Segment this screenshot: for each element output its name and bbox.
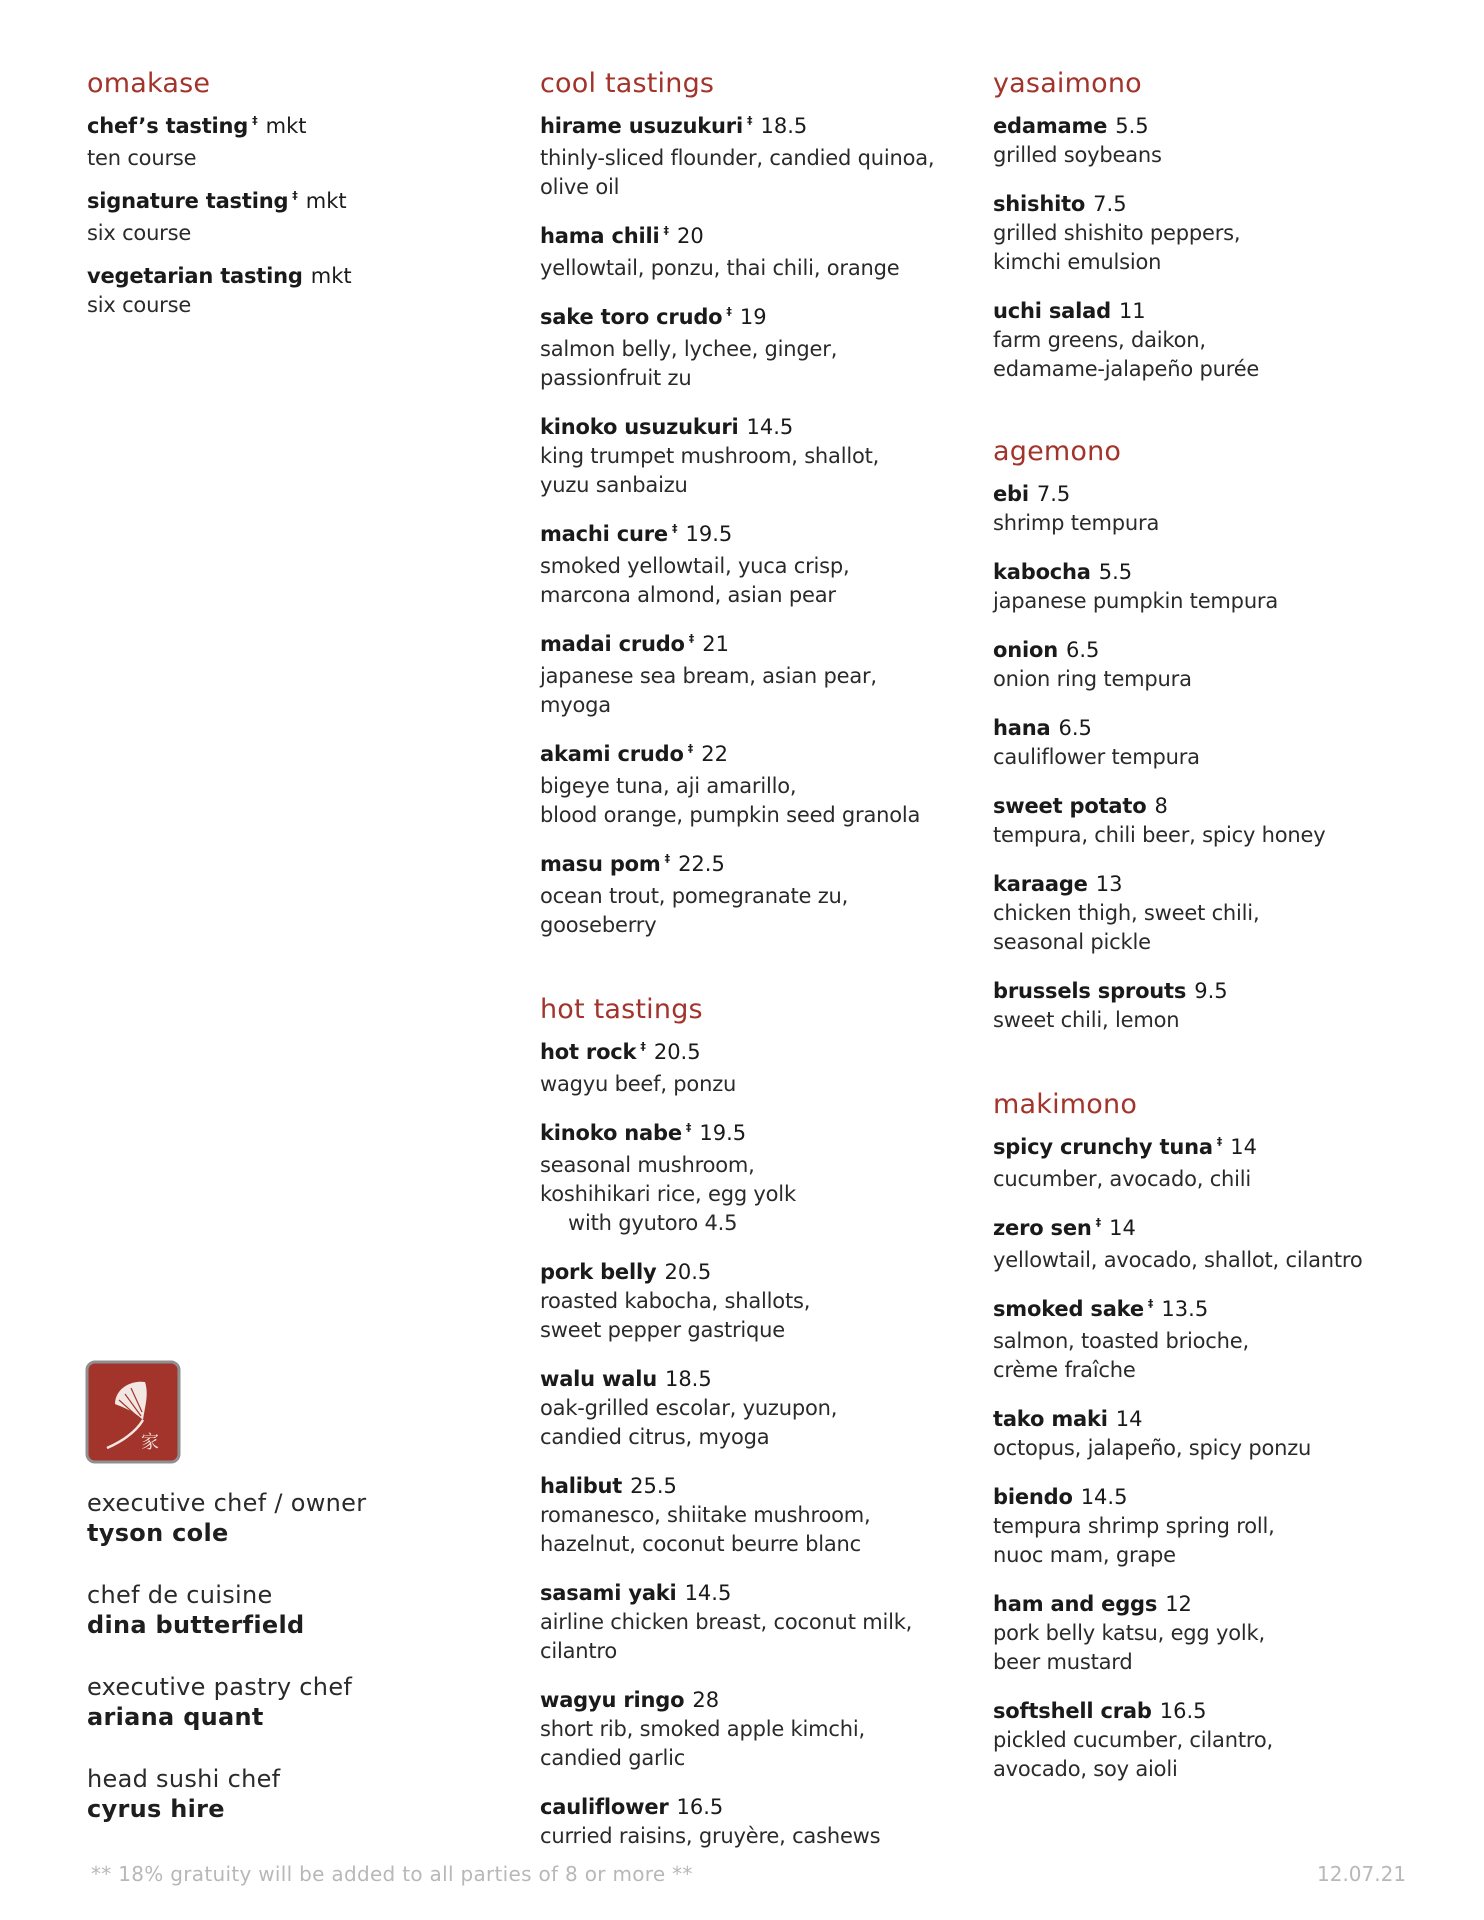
menu-item-header (540, 740, 960, 772)
menu-item (993, 1405, 1413, 1463)
dish-name: hot rock (540, 1040, 637, 1064)
menu-item (993, 714, 1413, 772)
dish-name: halibut (540, 1474, 623, 1498)
description-line: yuzu sanbaizu (540, 473, 688, 497)
dish-price: 7.5 (1036, 482, 1071, 506)
raw-item-mark: ‡ (1147, 1297, 1154, 1310)
menu-item (993, 112, 1413, 170)
dish-description (540, 1715, 960, 1773)
menu-item (87, 187, 447, 248)
menu-item (993, 977, 1413, 1035)
dish-name: brussels sprouts (993, 979, 1187, 1003)
description-line: gooseberry (540, 913, 657, 937)
staff-credit (87, 1580, 447, 1640)
dish-name: hirame usuzukuri (540, 114, 743, 138)
staff-credit (87, 1764, 447, 1824)
menu-item (993, 1133, 1413, 1194)
description-line: beer mustard (993, 1650, 1133, 1674)
dish-price: 18.5 (664, 1367, 712, 1391)
dish-description (993, 665, 1413, 694)
dish-price: mkt (305, 189, 347, 213)
staff-name: dina butterfield (87, 1611, 305, 1639)
dish-description (87, 219, 447, 248)
dish-price: 5.5 (1115, 114, 1149, 138)
menu-item-header (540, 112, 960, 144)
dish-name: signature tasting (87, 189, 289, 213)
menu-item (540, 1579, 960, 1666)
dish-name: chef’s tasting (87, 114, 249, 138)
dish-price: 13.5 (1161, 1297, 1209, 1321)
description-line: onion ring tempura (993, 667, 1192, 691)
description-line: smoked yellowtail, yuca crisp, (540, 554, 850, 578)
menu-item (993, 297, 1413, 384)
description-line: japanese pumpkin tempura (993, 589, 1279, 613)
dish-price: 22 (701, 742, 728, 766)
menu-item (540, 222, 960, 283)
dish-description (993, 326, 1413, 384)
description-line: olive oil (540, 175, 620, 199)
menu-item (540, 630, 960, 720)
column-middle (540, 64, 960, 1871)
dish-description (993, 1246, 1413, 1275)
menu-item-header (540, 1472, 960, 1501)
menu-item-header (87, 262, 447, 291)
dish-description (993, 587, 1413, 616)
section-title-makimono: makimono (993, 1089, 1138, 1120)
description-line: cucumber, avocado, chili (993, 1167, 1252, 1191)
menu-item (87, 112, 447, 173)
menu-item-header (540, 1258, 960, 1287)
dish-name: sake toro crudo (540, 305, 723, 329)
dish-price: 6.5 (1065, 638, 1100, 662)
description-line: candied garlic (540, 1746, 686, 1770)
section-title-omakase: omakase (87, 68, 211, 99)
dish-description (540, 1608, 960, 1666)
staff-role: executive chef / owner (87, 1489, 367, 1517)
menu-item (993, 190, 1413, 277)
dish-description (993, 141, 1413, 170)
dish-description (993, 1006, 1413, 1035)
raw-item-mark: ‡ (1216, 1135, 1223, 1148)
menu-item-header (993, 714, 1413, 743)
menu-item-header (993, 480, 1413, 509)
dish-price: 28 (692, 1688, 720, 1712)
cool-tastings-list (540, 112, 960, 940)
description-line: shrimp tempura (993, 511, 1160, 535)
menu-item (540, 1686, 960, 1773)
dish-description (540, 254, 960, 283)
dish-price: 19 (739, 305, 767, 329)
dish-price: 11 (1118, 299, 1146, 323)
menu-item-header (993, 1295, 1413, 1327)
description-line: short rib, smoked apple kimchi, (540, 1717, 865, 1741)
dish-name: edamame (993, 114, 1108, 138)
menu-item-header (540, 630, 960, 662)
dish-description (993, 1434, 1413, 1463)
raw-item-mark: ‡ (685, 1121, 692, 1134)
section-title-agemono: agemono (993, 436, 1122, 467)
dish-price: 6.5 (1058, 716, 1092, 740)
raw-item-mark: ‡ (252, 114, 258, 127)
menu-date: 12.07.21 (1317, 1862, 1407, 1886)
menu-item-header (540, 850, 960, 882)
dish-name: kinoko usuzukuri (540, 415, 739, 439)
dish-name: hama chili (540, 224, 660, 248)
dish-price: 14.5 (746, 415, 794, 439)
description-line: myoga (540, 693, 611, 717)
description-line: marcona almond, asian pear (540, 583, 836, 607)
dish-name: karaage (993, 872, 1088, 896)
menu-item-header (993, 1590, 1413, 1619)
description-line: kimchi emulsion (993, 250, 1162, 274)
description-line: thinly-sliced flounder, candied quinoa, (540, 146, 935, 170)
dish-name: masu pom (540, 852, 661, 876)
logo-glyph: 家 (141, 1432, 159, 1453)
menu-item-header (540, 1119, 960, 1151)
menu-item-header (540, 303, 960, 335)
dish-price: 13 (1095, 872, 1123, 896)
description-line: pork belly katsu, egg yolk, (993, 1621, 1265, 1645)
dish-price: 16.5 (676, 1795, 724, 1819)
menu-item-header (540, 520, 960, 552)
description-line: romanesco, shiitake mushroom, (540, 1503, 871, 1527)
description-line: crème fraîche (993, 1358, 1136, 1382)
menu-item (993, 1697, 1413, 1784)
makimono-list (993, 1133, 1413, 1784)
menu-item-header (993, 870, 1413, 899)
menu-item-header (540, 413, 960, 442)
dish-name: ham and eggs (993, 1592, 1158, 1616)
menu-item-header (993, 1483, 1413, 1512)
description-line: hazelnut, coconut beurre blanc (540, 1532, 861, 1556)
menu-item-header (993, 1697, 1413, 1726)
description-line: bigeye tuna, aji amarillo, (540, 774, 797, 798)
description-line: salmon belly, lychee, ginger, (540, 337, 838, 361)
description-line: grilled shishito peppers, (993, 221, 1241, 245)
menu-item (993, 636, 1413, 694)
description-line: tempura, chili beer, spicy honey (993, 823, 1326, 847)
description-line: tempura shrimp spring roll, (993, 1514, 1275, 1538)
dish-name: vegetarian tasting (87, 264, 303, 288)
menu-item (540, 520, 960, 610)
dish-name: softshell crab (993, 1699, 1152, 1723)
dish-description (993, 1327, 1413, 1385)
description-line: avocado, soy aioli (993, 1757, 1178, 1781)
description-line: koshihikari rice, egg yolk (540, 1182, 796, 1206)
staff-role: chef de cuisine (87, 1581, 273, 1609)
dish-description (993, 1165, 1413, 1194)
section-title-hot-tastings: hot tastings (540, 994, 703, 1025)
menu-item-header (87, 112, 447, 144)
raw-item-mark: ‡ (687, 742, 694, 755)
dish-description (87, 291, 447, 320)
dish-name: madai crudo (540, 632, 685, 656)
dish-price: 21 (702, 632, 730, 656)
dish-description (540, 1822, 960, 1851)
agemono-list (993, 480, 1413, 1035)
description-line: pickled cucumber, cilantro, (993, 1728, 1273, 1752)
dish-price: 20 (676, 224, 704, 248)
description-line: sweet chili, lemon (993, 1008, 1180, 1032)
dish-description (993, 219, 1413, 277)
dish-description (540, 144, 960, 202)
dish-price: 7.5 (1093, 192, 1127, 216)
dish-description (540, 662, 960, 720)
dish-name: ebi (993, 482, 1029, 506)
dish-price: 25.5 (630, 1474, 677, 1498)
dish-description (540, 1394, 960, 1452)
dish-price: 8 (1154, 794, 1168, 818)
description-line: nuoc mam, grape (993, 1543, 1176, 1567)
raw-item-mark: ‡ (664, 852, 671, 865)
dish-description (540, 552, 960, 610)
menu-item-header (993, 558, 1413, 587)
description-line: chicken thigh, sweet chili, (993, 901, 1260, 925)
menu-item (540, 1472, 960, 1559)
dish-name: kinoko nabe (540, 1121, 682, 1145)
menu-item-header (993, 1405, 1413, 1434)
menu-item-header (993, 1133, 1413, 1165)
menu-item-header (540, 1793, 960, 1822)
dish-price: mkt (310, 264, 352, 288)
dish-name: pork belly (540, 1260, 657, 1284)
menu-item (540, 1365, 960, 1452)
description-line: ten course (87, 146, 197, 170)
description-line: yellowtail, avocado, shallot, cilantro (993, 1248, 1363, 1272)
dish-description (540, 1151, 960, 1238)
dish-description (993, 1726, 1413, 1784)
staff-name: ariana quant (87, 1703, 264, 1731)
menu-item (540, 1793, 960, 1851)
dish-name: machi cure (540, 522, 668, 546)
menu-item (993, 792, 1413, 850)
staff-role: executive pastry chef (87, 1673, 353, 1701)
description-line: wagyu beef, ponzu (540, 1072, 737, 1096)
menu-item-header (540, 1686, 960, 1715)
description-line: salmon, toasted brioche, (993, 1329, 1249, 1353)
menu-item-header (87, 187, 447, 219)
menu-item (540, 303, 960, 393)
raw-item-mark: ‡ (746, 114, 753, 127)
menu-item-header (540, 1038, 960, 1070)
description-line: king trumpet mushroom, shallot, (540, 444, 880, 468)
description-line: edamame-jalapeño purée (993, 357, 1260, 381)
dish-name: kabocha (993, 560, 1091, 584)
dish-price: 18.5 (760, 114, 808, 138)
raw-item-mark: ‡ (688, 632, 695, 645)
description-line: octopus, jalapeño, spicy ponzu (993, 1436, 1312, 1460)
dish-price: 20.5 (664, 1260, 712, 1284)
dish-description (540, 1501, 960, 1559)
dish-description (993, 509, 1413, 538)
staff-credit (87, 1672, 447, 1732)
description-line: blood orange, pumpkin seed granola (540, 803, 921, 827)
column-left (87, 64, 447, 334)
menu-item-header (993, 190, 1413, 219)
dish-description (993, 1512, 1413, 1570)
dish-price: 9.5 (1194, 979, 1228, 1003)
staff-name: cyrus hire (87, 1795, 225, 1823)
raw-item-mark: ‡ (663, 224, 669, 237)
dish-name: walu walu (540, 1367, 657, 1391)
staff-role: head sushi chef (87, 1765, 281, 1793)
section-title-cool-tastings: cool tastings (540, 68, 715, 99)
dish-price: 20.5 (653, 1040, 701, 1064)
menu-item (993, 558, 1413, 616)
description-line: airline chicken breast, coconut milk, (540, 1610, 913, 1634)
raw-item-mark: ‡ (671, 522, 678, 535)
dish-price: 14.5 (684, 1581, 732, 1605)
menu-item (540, 850, 960, 940)
description-line: six course (87, 293, 192, 317)
dish-description (540, 772, 960, 830)
description-line: curried raisins, gruyère, cashews (540, 1824, 881, 1848)
dish-addon: with gyutoro 4.5 (568, 1211, 738, 1235)
dish-description (540, 442, 960, 500)
description-line: seasonal pickle (993, 930, 1151, 954)
dish-name: smoked sake (993, 1297, 1144, 1321)
description-line: sweet pepper gastrique (540, 1318, 786, 1342)
dish-price: 14 (1115, 1407, 1143, 1431)
dish-description (993, 821, 1413, 850)
raw-item-mark: ‡ (640, 1040, 646, 1053)
menu-item-header (540, 1579, 960, 1608)
menu-item (993, 1214, 1413, 1275)
menu-item-header (993, 792, 1413, 821)
menu-item (993, 870, 1413, 957)
menu-item (540, 1038, 960, 1099)
dish-price: mkt (265, 114, 307, 138)
description-line: oak-grilled escolar, yuzupon, (540, 1396, 838, 1420)
omakase-list (87, 112, 447, 320)
description-line: ocean trout, pomegranate zu, (540, 884, 849, 908)
menu-item-header (993, 1214, 1413, 1246)
menu-item (540, 413, 960, 500)
dish-name: wagyu ringo (540, 1688, 685, 1712)
description-line: farm greens, daikon, (993, 328, 1206, 352)
dish-price: 16.5 (1159, 1699, 1207, 1723)
description-line: six course (87, 221, 192, 245)
dish-price: 12 (1165, 1592, 1192, 1616)
menu-item (993, 1590, 1413, 1677)
menu-item-header (540, 222, 960, 254)
dish-name: sasami yaki (540, 1581, 677, 1605)
column-right (993, 64, 1413, 1804)
menu-item-header (993, 297, 1413, 326)
dish-price: 14 (1109, 1216, 1136, 1240)
ginkgo-leaf-logo-icon (85, 1360, 181, 1464)
dish-description (540, 1070, 960, 1099)
dish-price: 19.5 (699, 1121, 747, 1145)
menu-item-header (993, 636, 1413, 665)
dish-description (993, 743, 1413, 772)
raw-item-mark: ‡ (726, 305, 732, 318)
dish-name: shishito (993, 192, 1086, 216)
dish-name: hana (993, 716, 1051, 740)
staff-name: tyson cole (87, 1519, 229, 1547)
dish-name: cauliflower (540, 1795, 669, 1819)
staff-credit (87, 1488, 447, 1548)
description-line: yellowtail, ponzu, thai chili, orange (540, 256, 900, 280)
hot-tastings-list (540, 1038, 960, 1851)
dish-description (993, 1619, 1413, 1677)
dish-name: spicy crunchy tuna (993, 1135, 1213, 1159)
menu-item (540, 1119, 960, 1238)
menu-item (540, 740, 960, 830)
dish-name: onion (993, 638, 1058, 662)
description-line: cilantro (540, 1639, 618, 1663)
description-line: grilled soybeans (993, 143, 1162, 167)
dish-description (540, 882, 960, 940)
dish-name: zero sen (993, 1216, 1092, 1240)
dish-price: 19.5 (685, 522, 733, 546)
description-line: roasted kabocha, shallots, (540, 1289, 811, 1313)
dish-price: 5.5 (1098, 560, 1133, 584)
description-line: passionfruit zu (540, 366, 692, 390)
dish-name: sweet potato (993, 794, 1147, 818)
dish-name: uchi salad (993, 299, 1111, 323)
dish-name: akami crudo (540, 742, 684, 766)
menu-item (993, 1483, 1413, 1570)
description-line: seasonal mushroom, (540, 1153, 755, 1177)
dish-description (540, 1287, 960, 1345)
menu-item (993, 1295, 1413, 1385)
menu-item-header (993, 112, 1413, 141)
menu-item (87, 262, 447, 320)
dish-price: 22.5 (678, 852, 725, 876)
description-line: cauliflower tempura (993, 745, 1200, 769)
menu-item (993, 480, 1413, 538)
dish-description (87, 144, 447, 173)
menu-item-header (540, 1365, 960, 1394)
description-line: japanese sea bream, asian pear, (540, 664, 877, 688)
dish-name: tako maki (993, 1407, 1108, 1431)
section-title-yasaimono: yasaimono (993, 68, 1142, 99)
dish-description (540, 335, 960, 393)
dish-description (993, 899, 1413, 957)
menu-item (540, 1258, 960, 1345)
description-line: candied citrus, myoga (540, 1425, 770, 1449)
yasaimono-list (993, 112, 1413, 384)
menu-item-header (993, 977, 1413, 1006)
raw-item-mark: ‡ (1095, 1216, 1102, 1229)
menu-item (540, 112, 960, 202)
raw-item-mark: ‡ (292, 189, 298, 202)
dish-price: 14.5 (1080, 1485, 1128, 1509)
gratuity-note: ** 18% gratuity will be added to all parties of 8 or more ** (91, 1862, 693, 1886)
dish-name: biendo (993, 1485, 1073, 1509)
dish-price: 14 (1230, 1135, 1258, 1159)
